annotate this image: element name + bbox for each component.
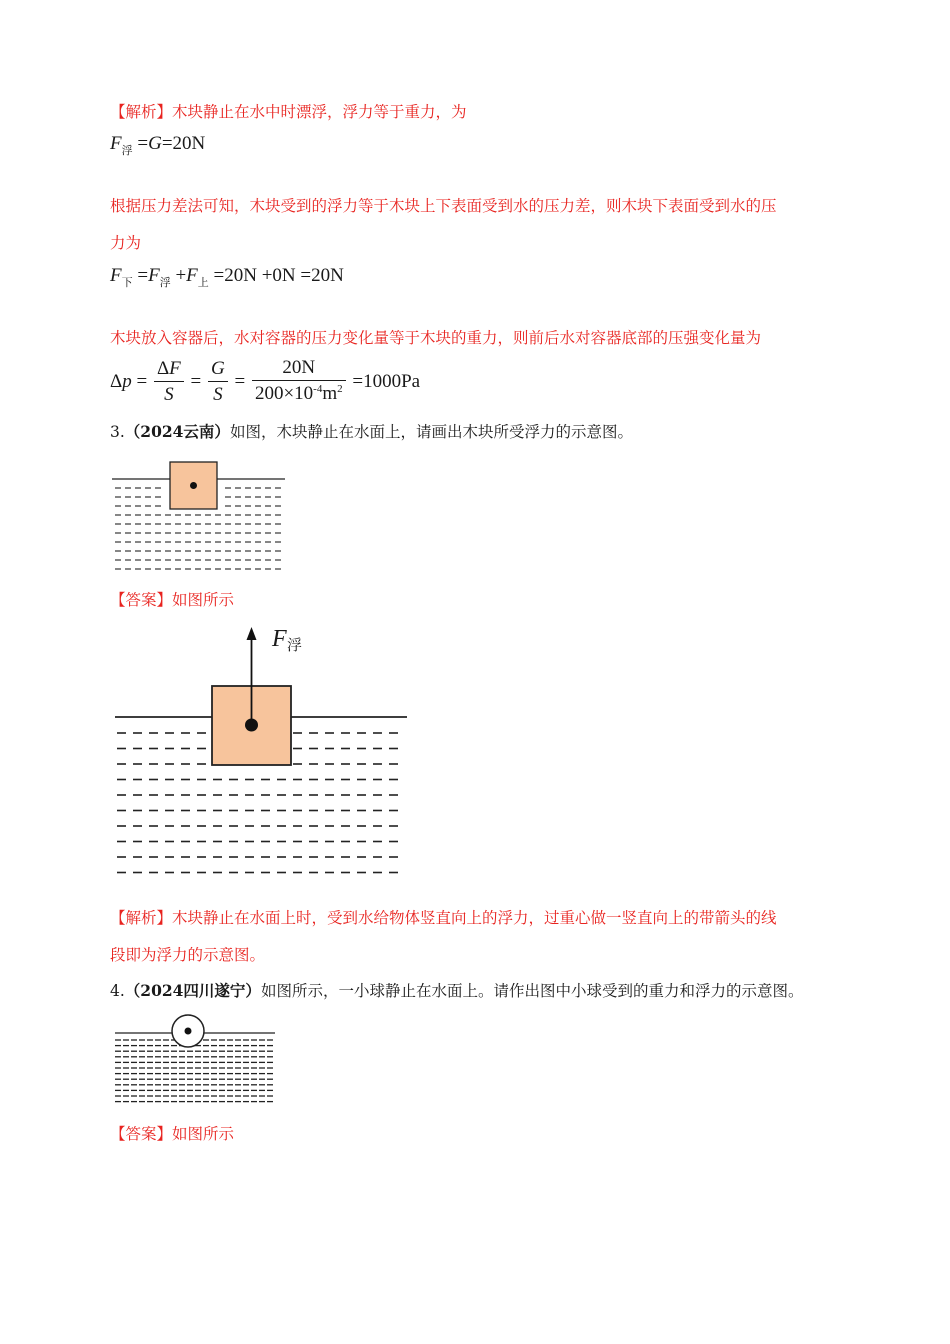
answer-text: 如图所示 (172, 1125, 235, 1143)
force-label: F (272, 626, 287, 652)
eq-subscript: 浮 (121, 145, 133, 157)
eq-sign: = (136, 370, 148, 392)
frac-num-f: F (169, 358, 181, 379)
question-source: （2024云南） (124, 422, 230, 441)
eq-sign: = (234, 370, 246, 392)
analysis-text: 木块静止在水面上时，受到水给物体竖直向上的浮力，过重心做一竖直向上的带箭头的线 (172, 909, 777, 927)
eq-value: =20N +0N =20N (213, 265, 344, 286)
fraction-g-over-s (208, 357, 228, 408)
eq-result: =1000Pa (352, 370, 421, 392)
question-number: 3. (110, 423, 125, 441)
question-4-figure (112, 1014, 280, 1110)
question-3-analysis-line-2: 段即为浮力的示意图。 (110, 946, 266, 964)
frac-den-exp: -4 (313, 383, 323, 395)
water-dashes (115, 1040, 273, 1102)
answer-tag: 【答案】 (110, 1125, 173, 1143)
eq-symbol-f-buoy: F (148, 265, 160, 286)
fraction-numeric (252, 356, 346, 409)
frac-den-s: S (213, 384, 223, 405)
eq-symbol-g: G (148, 133, 162, 154)
frac-den-unit: m (322, 383, 338, 404)
eq-plus: + (175, 265, 187, 286)
fraction-delta-f-over-s (154, 357, 184, 408)
question-3-answer (110, 590, 850, 610)
eq-symbol-f-lower: F (110, 265, 122, 286)
equation-pressure-change (110, 356, 420, 409)
question-text: 如图所示，一小球静止在水面上。请作出图中小球受到的重力和浮力的示意图。 (260, 982, 804, 1000)
question-number: 4. (110, 982, 125, 1000)
analysis-para3: 木块放入容器后，水对容器的压力变化量等于木块的重力，则前后水对容器底部的压强变化量为 (110, 329, 762, 347)
eq-sign: = (137, 265, 149, 286)
force-label-subscript: 浮 (287, 638, 303, 654)
eq-sign: = (190, 370, 202, 392)
question-4-answer (110, 1124, 850, 1144)
question-3-figure (112, 458, 288, 574)
analysis-line-1 (110, 102, 850, 122)
answer-tag: 【答案】 (110, 591, 173, 609)
frac-den-base: 200×10 (254, 383, 314, 404)
equation-buoyancy-equals-weight (110, 133, 205, 155)
eq-subscript-upper: 上 (197, 277, 209, 289)
analysis-para2-line-1: 根据压力差法可知，木块受到的浮力等于木块上下表面受到水的压力差，则木块下表面受到水的压 (110, 197, 777, 215)
question-4 (110, 981, 850, 1001)
question-3-analysis-line-1 (110, 908, 850, 928)
ball-center-dot (185, 1028, 192, 1035)
analysis-tag: 【解析】 (110, 909, 173, 927)
eq-symbol-f-upper: F (186, 265, 198, 286)
eq-value: =20N (161, 133, 206, 154)
analysis-text: 木块静止在水中时漂浮，浮力等于重力，为 (172, 103, 467, 121)
frac-num-20n: 20N (252, 356, 346, 381)
eq-symbol-p: p (122, 370, 132, 392)
question-text: 如图，木块静止在水面上，请画出木块所受浮力的示意图。 (229, 423, 633, 441)
frac-den-unit-exp: 2 (337, 383, 343, 395)
answer-text: 如图所示 (172, 591, 235, 609)
frac-num-delta: Δ (156, 358, 170, 379)
eq-subscript-buoy: 浮 (159, 277, 171, 289)
eq-sign: = (137, 133, 149, 154)
arrow-head-icon (247, 627, 257, 640)
question-3 (110, 422, 850, 442)
analysis-para2-line-2: 力为 (110, 234, 142, 252)
equation-pressure-difference (110, 265, 344, 287)
analysis-tag: 【解析】 (110, 103, 173, 121)
eq-delta: Δ (110, 370, 123, 392)
question-source: （2024四川遂宁） (124, 981, 261, 1000)
frac-num-g: G (210, 358, 225, 379)
question-3-answer-figure (112, 620, 412, 878)
eq-subscript-lower: 下 (121, 277, 133, 289)
eq-symbol-f: F (110, 133, 122, 154)
center-of-gravity-dot (190, 482, 197, 489)
frac-den-s: S (164, 384, 174, 405)
